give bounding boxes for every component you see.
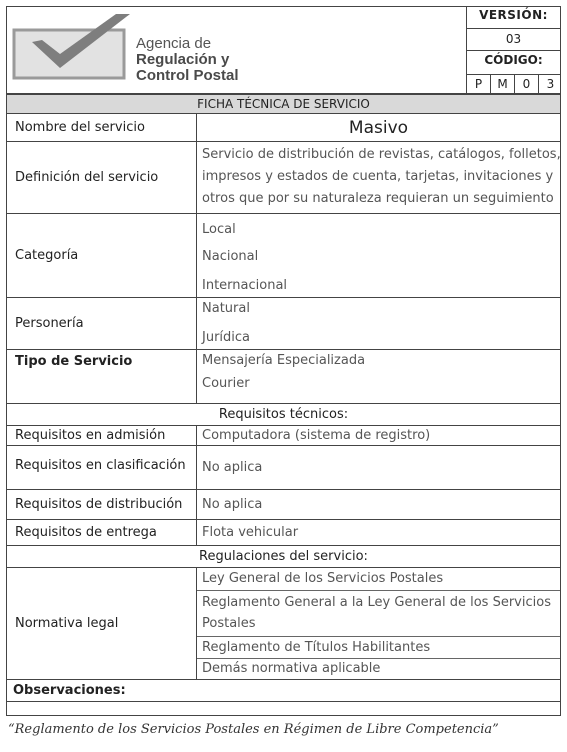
agency-name-line1: Agencia de	[136, 35, 212, 52]
row-req-delivery	[6, 520, 561, 546]
service-type-item: Courier	[202, 376, 250, 391]
req-distribution-value: No aplica	[202, 497, 263, 512]
version-label: VERSIÓN:	[479, 8, 548, 22]
observations-blank-row	[6, 702, 561, 716]
row-req-distribution	[6, 490, 561, 520]
row-category	[6, 214, 561, 298]
category-item: Internacional	[202, 278, 288, 293]
legal-regulations-value	[197, 568, 560, 679]
row-definition	[6, 142, 561, 214]
divider	[466, 50, 561, 51]
row-observations	[6, 680, 561, 702]
code-label: CÓDIGO:	[484, 53, 543, 67]
agency-name	[136, 36, 239, 84]
code-char: 3	[546, 77, 555, 91]
personeria-item: Natural	[202, 301, 250, 316]
row-tech-requirements-title	[6, 404, 561, 426]
service-type-item: Mensajería Especializada	[202, 353, 366, 368]
legal-regulations-label: Normativa legal	[7, 568, 197, 679]
req-delivery-label: Requisitos de entrega	[7, 520, 197, 545]
req-admission-label: Requisitos en admisión	[7, 426, 197, 445]
service-type-label: Tipo de Servicio	[7, 350, 197, 403]
req-classification-value: No aplica	[202, 460, 263, 475]
category-item: Local	[202, 222, 236, 237]
row-regulations-title	[6, 546, 561, 568]
row-service-name	[6, 114, 561, 142]
definition-value	[197, 142, 560, 213]
category-item: Nacional	[202, 249, 259, 264]
regulation-item: Postales	[202, 616, 256, 631]
row-req-admission	[6, 426, 561, 446]
service-type-value	[197, 350, 560, 403]
regulation-item: Reglamento de Títulos Habilitantes	[202, 640, 431, 655]
divider	[466, 28, 561, 29]
category-label: Categoría	[7, 214, 197, 297]
regulation-item: Reglamento General a la Ley General de los Servicios	[202, 595, 551, 610]
divider	[197, 590, 560, 591]
regulation-item: Ley General de los Servicios Postales	[202, 571, 444, 586]
req-distribution-label: Requisitos de distribución	[7, 490, 197, 519]
category-value	[197, 214, 560, 297]
agency-logo-checkmark-icon	[12, 10, 132, 84]
row-req-classification	[6, 446, 561, 490]
row-personeria	[6, 298, 561, 350]
req-classification-label: Requisitos en clasificación	[7, 446, 197, 489]
regulations-title: Regulaciones del servicio:	[199, 549, 368, 564]
divider	[197, 658, 560, 659]
definition-line: Servicio de distribución de revistas, catálogos, folletos,	[202, 147, 561, 162]
definition-line: impresos y estados de cuenta, tarjetas, invitaciones y	[202, 169, 554, 184]
tech-requirements-title: Requisitos técnicos:	[218, 407, 349, 422]
sheet-title: FICHA TÉCNICA DE SERVICIO	[6, 94, 561, 114]
definition-line: otros que por su naturaleza requieran un seguimiento	[202, 191, 554, 206]
req-delivery-value: Flota vehicular	[202, 525, 299, 540]
version-value: 03	[505, 32, 522, 46]
source-caption: “Reglamento de los Servicios Postales en Régimen de Libre Competencia”	[8, 722, 499, 737]
agency-name-line3: Control Postal	[136, 67, 239, 84]
row-service-type	[6, 350, 561, 404]
code-char: M	[497, 77, 508, 91]
personeria-label: Personería	[7, 298, 197, 349]
agency-name-line2: Regulación y	[136, 51, 230, 68]
regulation-item: Demás normativa aplicable	[202, 661, 381, 676]
divider	[197, 636, 560, 637]
personeria-item: Jurídica	[202, 330, 251, 345]
personeria-value	[197, 298, 560, 349]
definition-label: Definición del servicio	[7, 142, 197, 213]
service-name-label: Nombre del servicio	[7, 114, 197, 141]
row-legal-regulations	[6, 568, 561, 680]
code-char: 0	[522, 77, 531, 91]
req-admission-value: Computadora (sistema de registro)	[202, 428, 431, 443]
code-char: P	[474, 77, 483, 91]
observations-label: Observaciones:	[13, 683, 126, 698]
service-name-value: Masivo	[348, 117, 409, 138]
